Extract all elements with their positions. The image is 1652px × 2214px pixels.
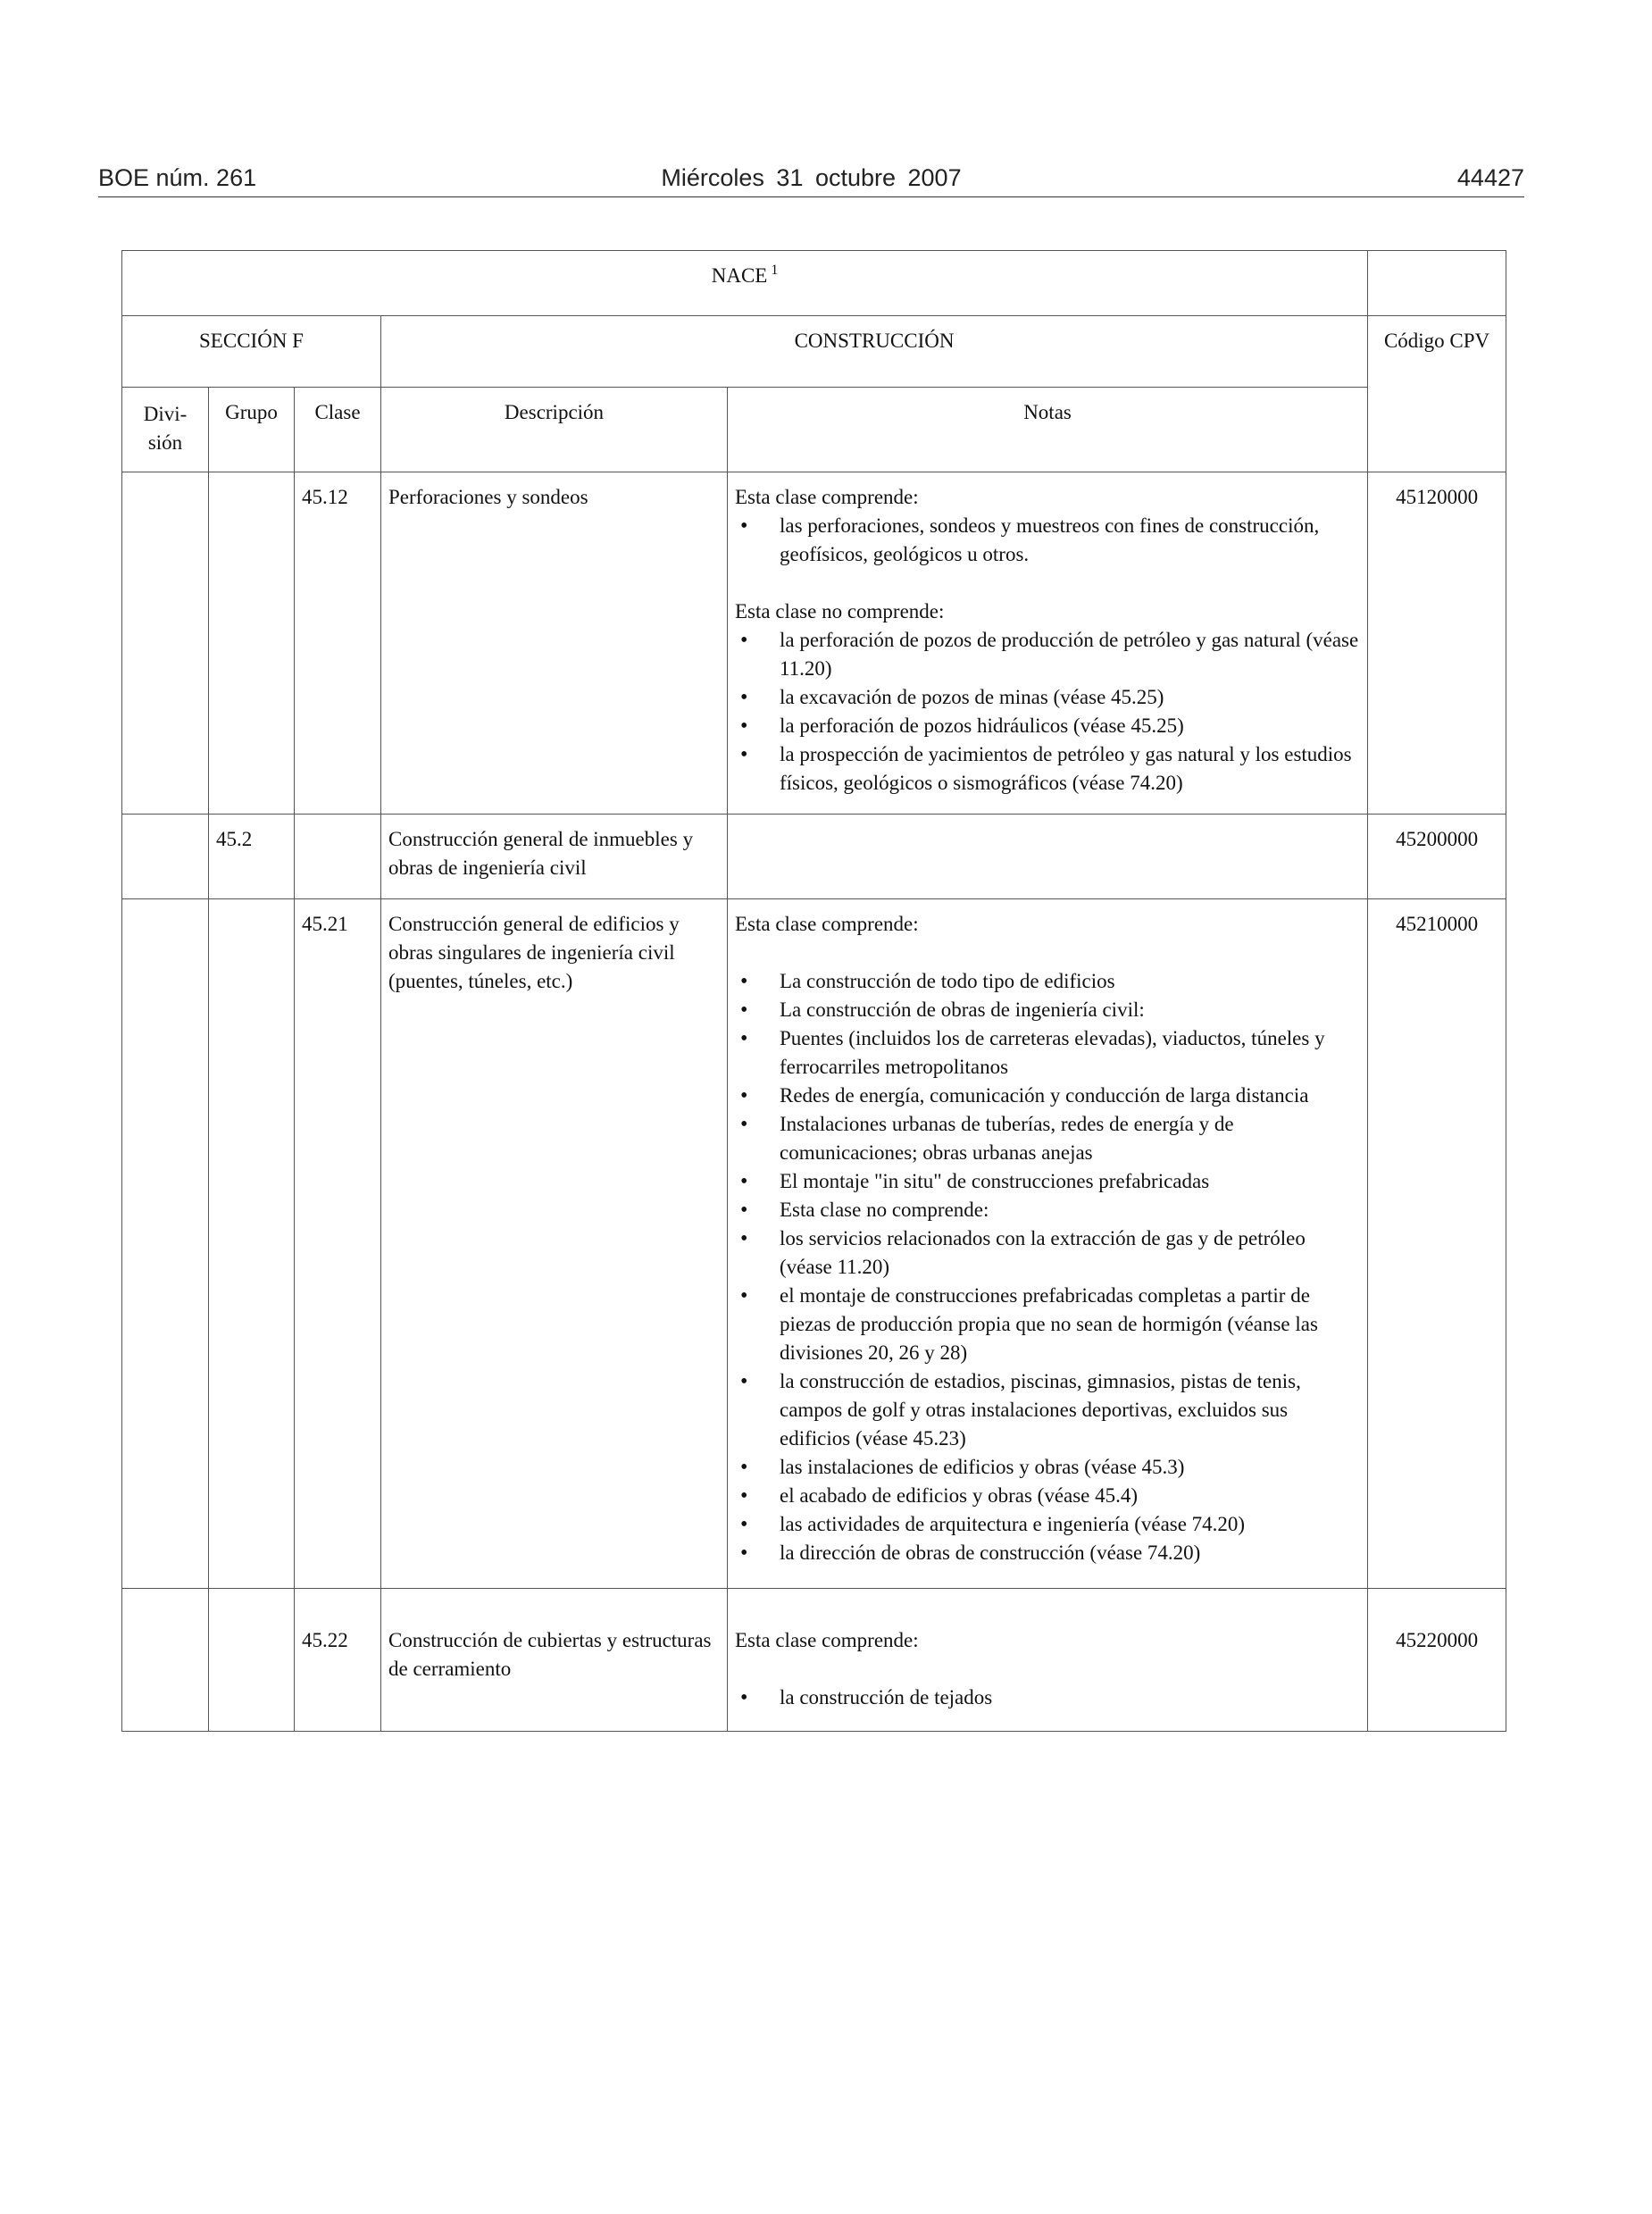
list-item: • Puentes (incluidos los de carreteras elevadas), viaductos, túneles y ferrocarriles metropolitanos bbox=[735, 1024, 1360, 1082]
notas-cell bbox=[728, 472, 1368, 815]
cpv-cell: 45200000 bbox=[1368, 815, 1506, 899]
list-item: • Instalaciones urbanas de tuberías, redes de energía y de comunicaciones; obras urbanas anejas bbox=[735, 1110, 1360, 1167]
descripcion-cell: Perforaciones y sondeos bbox=[381, 472, 728, 815]
cpv-cell: 45120000 bbox=[1368, 472, 1506, 815]
col-notas-header: Notas bbox=[728, 388, 1368, 472]
notas-cell bbox=[728, 1589, 1368, 1732]
list-item: • la perforación de pozos de producción de petróleo y gas natural (véase 11.20) bbox=[735, 626, 1360, 683]
clase-cell: 45.21 bbox=[295, 899, 381, 1589]
grupo-cell: 45.2 bbox=[209, 815, 295, 899]
section-row bbox=[122, 316, 1506, 388]
list-item: • Redes de energía, comunicación y conducción de larga distancia bbox=[735, 1082, 1360, 1110]
column-header-row bbox=[122, 388, 1506, 472]
list-item: • Esta clase no comprende: bbox=[735, 1196, 1360, 1224]
empty-header-cell bbox=[1368, 251, 1506, 316]
nace-header-row bbox=[122, 251, 1506, 316]
list-item: • la construcción de estadios, piscinas, gimnasios, pistas de tenis, campos de golf y otras instalaciones deportivas, excluidos sus edificios (véase 45.23) bbox=[735, 1367, 1360, 1453]
nace-table bbox=[121, 250, 1506, 1732]
col-division-label: Divi-sión bbox=[143, 403, 188, 454]
nace-title: NACE bbox=[711, 264, 768, 287]
section-title: CONSTRUCCIÓN bbox=[381, 316, 1368, 388]
clase-cell: 45.12 bbox=[295, 472, 381, 815]
comprende-list bbox=[735, 1683, 1360, 1712]
descripcion-cell: Construcción de cubiertas y estructuras de cerramiento bbox=[381, 1589, 728, 1732]
list-item: • el acabado de edificios y obras (véase 45.4) bbox=[735, 1482, 1360, 1510]
col-grupo-header: Grupo bbox=[209, 388, 295, 472]
page-header bbox=[98, 164, 1524, 197]
comprende-label: Esta clase comprende: bbox=[735, 1629, 919, 1651]
grupo-cell bbox=[209, 472, 295, 815]
notes-list bbox=[735, 967, 1360, 1567]
col-descripcion-header: Descripción bbox=[381, 388, 728, 472]
clase-cell bbox=[295, 815, 381, 899]
table-row bbox=[122, 815, 1506, 899]
list-item: • las instalaciones de edificios y obras (véase 45.3) bbox=[735, 1453, 1360, 1482]
no-comprende-label: Esta clase no comprende: bbox=[735, 600, 945, 622]
list-item: • las actividades de arquitectura e ingeniería (véase 74.20) bbox=[735, 1510, 1360, 1539]
section-label: SECCIÓN F bbox=[122, 316, 381, 388]
notas-cell bbox=[728, 815, 1368, 899]
division-cell bbox=[122, 472, 209, 815]
list-item: • la perforación de pozos hidráulicos (véase 45.25) bbox=[735, 712, 1360, 740]
division-cell bbox=[122, 815, 209, 899]
list-item: • El montaje "in situ" de construcciones prefabricadas bbox=[735, 1167, 1360, 1196]
comprende-label: Esta clase comprende: bbox=[735, 913, 919, 935]
grupo-cell bbox=[209, 1589, 295, 1732]
publication-date: Miércoles 31 octubre 2007 bbox=[661, 164, 962, 191]
list-item: • la prospección de yacimientos de petróleo y gas natural y los estudios físicos, geológicos o sismográficos (véase 74.20) bbox=[735, 740, 1360, 798]
col-clase-header: Clase bbox=[295, 388, 381, 472]
list-item: • los servicios relacionados con la extracción de gas y de petróleo (véase 11.20) bbox=[735, 1224, 1360, 1282]
division-cell bbox=[122, 899, 209, 1589]
list-item: • la excavación de pozos de minas (véase 45.25) bbox=[735, 683, 1360, 712]
list-item: • el montaje de construcciones prefabricadas completas a partir de piezas de producción propia que no sean de hormigón (véanse las divisiones 20, 26 y 28) bbox=[735, 1282, 1360, 1367]
nace-title-cell bbox=[122, 251, 1368, 316]
comprende-list bbox=[735, 512, 1360, 569]
cpv-cell: 45210000 bbox=[1368, 899, 1506, 1589]
descripcion-cell: Construcción general de edificios y obras singulares de ingeniería civil (puentes, túneles, etc.) bbox=[381, 899, 728, 1589]
bulletin-number: BOE núm. 261 bbox=[98, 164, 257, 191]
division-cell bbox=[122, 1589, 209, 1732]
page-number: 44427 bbox=[1456, 164, 1524, 191]
cpv-cell: 45220000 bbox=[1368, 1589, 1506, 1732]
list-item: • la construcción de tejados bbox=[735, 1683, 1360, 1712]
clase-cell: 45.22 bbox=[295, 1589, 381, 1732]
comprende-label: Esta clase comprende: bbox=[735, 486, 919, 508]
table-row bbox=[122, 472, 1506, 815]
list-item: • la dirección de obras de construcción (véase 74.20) bbox=[735, 1539, 1360, 1567]
list-item: • La construcción de obras de ingeniería civil: bbox=[735, 996, 1360, 1024]
list-item: • La construcción de todo tipo de edificios bbox=[735, 967, 1360, 996]
cpv-header: Código CPV bbox=[1368, 316, 1506, 472]
no-comprende-list bbox=[735, 626, 1360, 798]
descripcion-cell: Construcción general de inmuebles y obras de ingeniería civil bbox=[381, 815, 728, 899]
table-row bbox=[122, 1589, 1506, 1732]
grupo-cell bbox=[209, 899, 295, 1589]
notas-cell bbox=[728, 899, 1368, 1589]
col-division-header bbox=[122, 388, 209, 472]
nace-footnote-ref: 1 bbox=[771, 263, 779, 279]
table-row bbox=[122, 899, 1506, 1589]
list-item: • las perforaciones, sondeos y muestreos con fines de construcción, geofísicos, geológicos u otros. bbox=[735, 512, 1360, 569]
